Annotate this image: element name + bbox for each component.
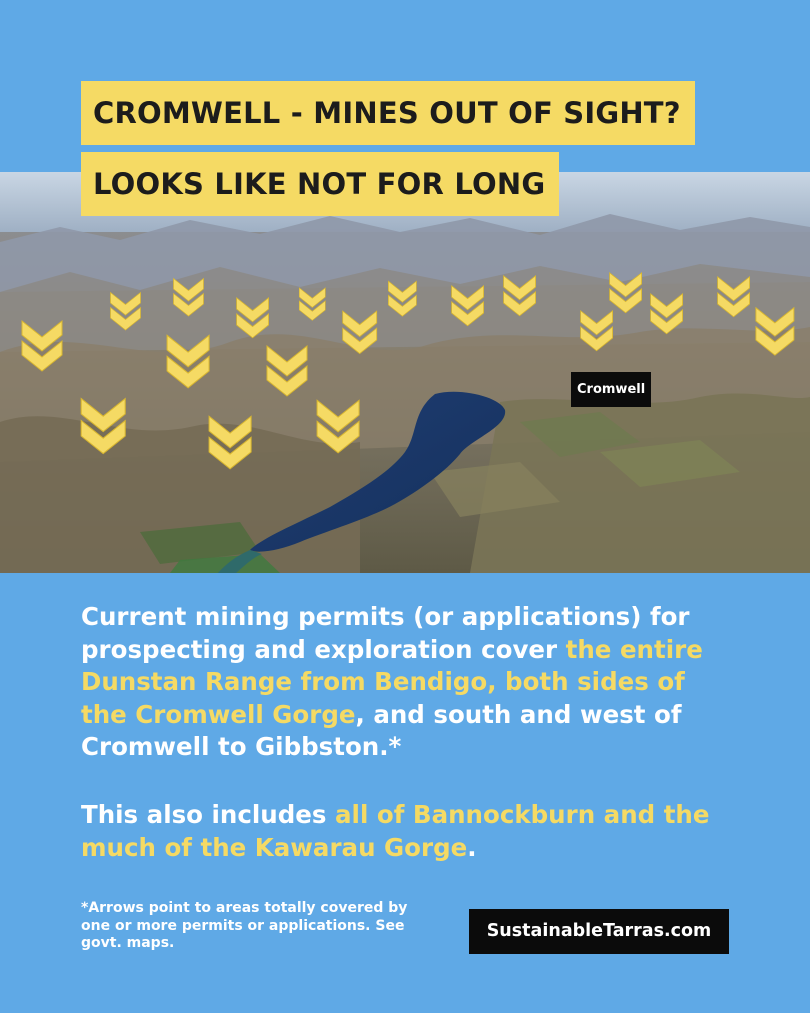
bannockburn-text-end: . [467, 832, 477, 862]
double-chevron-down-icon [298, 284, 327, 323]
bannockburn-text-start: This also includes [81, 800, 336, 829]
double-chevron-down-icon [450, 281, 485, 329]
permits-paragraph [81, 601, 731, 764]
double-chevron-down-icon [207, 410, 253, 473]
double-chevron-down-icon [608, 268, 643, 316]
double-chevron-down-icon [165, 329, 211, 392]
double-chevron-down-icon [716, 272, 751, 320]
double-chevron-down-icon [172, 274, 205, 319]
aerial-landscape-photo [0, 172, 810, 573]
headline-line-1: CROMWELL - MINES OUT OF SIGHT? [81, 81, 695, 145]
bannockburn-highlight: all of Bannockburn and the much of the Kawarau Gorge [81, 800, 710, 862]
website-link[interactable]: SustainableTarras.com [469, 909, 729, 954]
permits-text-start: Current mining permits (or applications) for prospecting and exploration cover [81, 602, 690, 664]
headline-line-2: LOOKS LIKE NOT FOR LONG [81, 152, 559, 216]
double-chevron-down-icon [235, 293, 270, 341]
double-chevron-down-icon [315, 394, 361, 457]
double-chevron-down-icon [502, 271, 537, 319]
permits-highlight: the entire Dunstan Range from Bendigo, both sides of the Cromwell Gorge [81, 634, 703, 729]
double-chevron-down-icon [754, 302, 796, 359]
double-chevron-down-icon [341, 306, 378, 357]
double-chevron-down-icon [387, 277, 418, 319]
double-chevron-down-icon [265, 340, 309, 400]
double-chevron-down-icon [649, 289, 684, 337]
permits-text-end: , and south and west of Cromwell to Gibbston.* [81, 699, 682, 761]
cromwell-map-label: Cromwell [571, 372, 651, 407]
double-chevron-down-icon [109, 288, 142, 333]
double-chevron-down-icon [20, 315, 64, 375]
arrows-footnote: *Arrows point to areas totally covered by one or more permits or applications. See govt. maps. [81, 900, 408, 951]
double-chevron-down-icon [79, 392, 127, 458]
bannockburn-paragraph [81, 799, 731, 864]
